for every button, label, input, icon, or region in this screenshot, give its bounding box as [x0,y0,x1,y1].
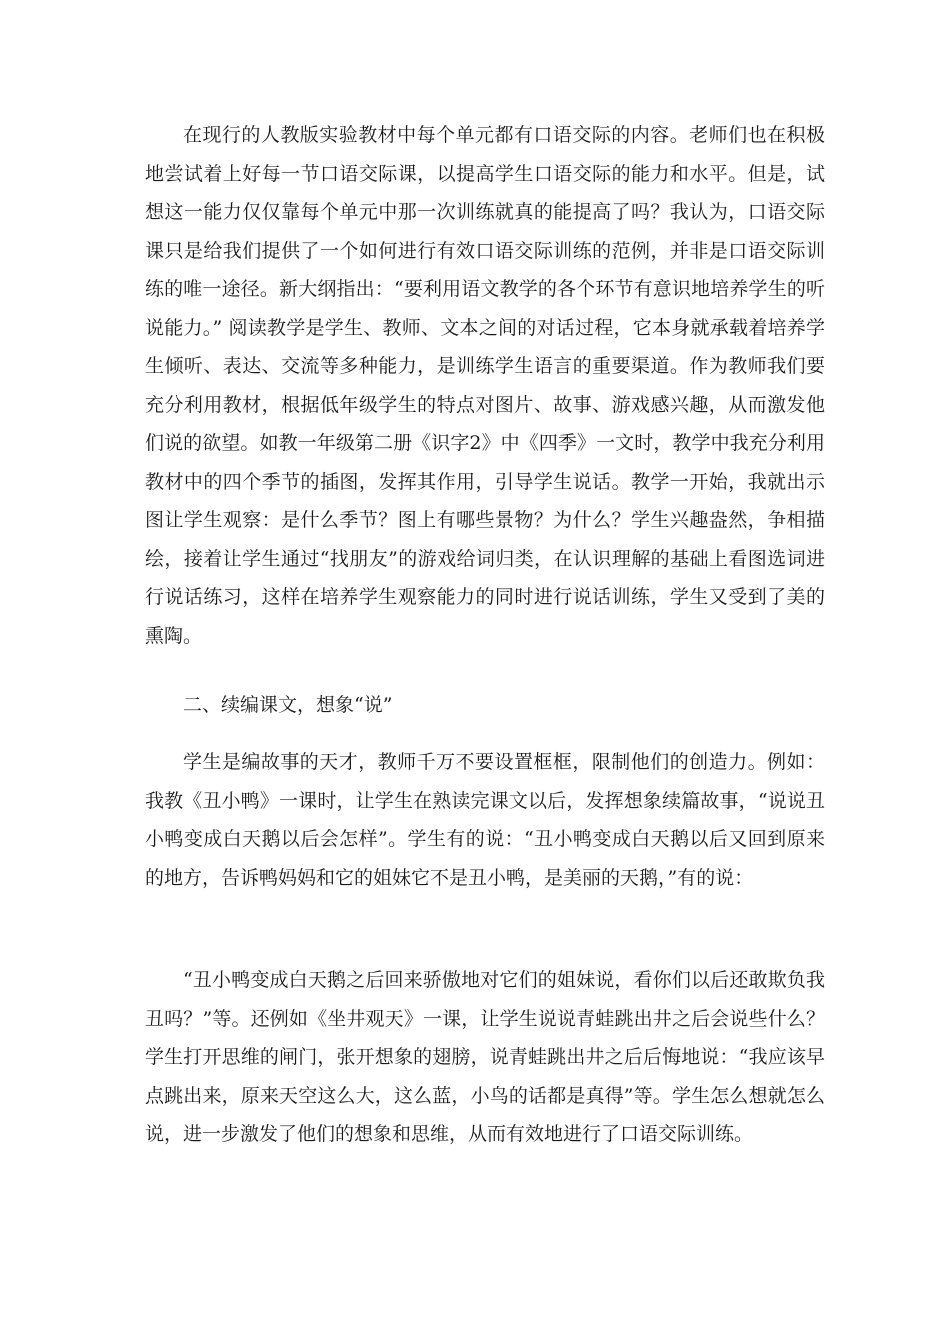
paragraph-block [145,743,825,897]
paragraph-block [145,961,825,1154]
section-heading: 二、续编课文，想象“说” [183,694,393,716]
section-heading-block [145,686,825,725]
paragraph-text: “丑小鸭变成白天鹅之后回来骄傲地对它们的姐妹说，看你们以后还敢欺负我丑吗？”等。还例如《坐井观天》一课，让学生说说青蛙跳出井之后会说些什么？学生打开思维的闸门，张开想象的翅膀，说青蛙跳出井之后后悔地说：“我应该早点跳出来，原来天空这么大，这么蓝，小鸟的话都是真得”等。学生怎么想就怎么说，进一步激发了他们的想象和思维，从而有效地进行了口语交际训练。 [145,969,825,1145]
paragraph-text: 学生是编故事的天才，教师千万不要设置框框，限制他们的创造力。例如：我教《丑小鸭》一课时，让学生在熟读完课文以后，发挥想象续篇故事，“说说丑小鸭变成白天鹅以后会怎样”。学生有的说：“丑小鸭变成白天鹅以后又回到原来的地方，告诉鸭妈妈和它的姐妹它不是丑小鸭，是美丽的天鹅，”有的说： [145,751,825,889]
paragraph-text: 在现行的人教版实验教材中每个单元都有口语交际的内容。老师们也在积极地尝试着上好每一节口语交际课，以提高学生口语交际的能力和水平。但是，试想这一能力仅仅靠每个单元中那一次训练就真的能提高了吗？我认为，口语交际课只是给我们提供了一个如何进行有效口语交际训练的范例，并非是口语交际训练的唯一途径。新大纲指出：“要利用语文教学的各个环节有意识地培养学生的听说能力。” 阅读教学是学生、教师、文本之间的对话过程，它本身就承载着培养学生倾听、表达、交流等多种能力，是训练学生语言的重要渠道。作为教师我们要充分利用教材，根据低年级学生的特点对图片、故事、游戏感兴趣，从而激发他们说的欲望。如教一年级第二册《识字2》中《四季》一文时，教学中我充分利用教材中的四个季节的插图，发挥其作用，引导学生说话。教学一开始，我就出示图让学生观察：是什么季节？图上有哪些景物？为什么？学生兴趣盎然，争相描绘，接着让学生通过“找朋友”的游戏给词归类，在认识理解的基础上看图选词进行说话练习，这样在培养学生观察能力的同时进行说话训练，学生又受到了美的熏陶。 [145,124,825,647]
paragraph-block [145,116,825,655]
